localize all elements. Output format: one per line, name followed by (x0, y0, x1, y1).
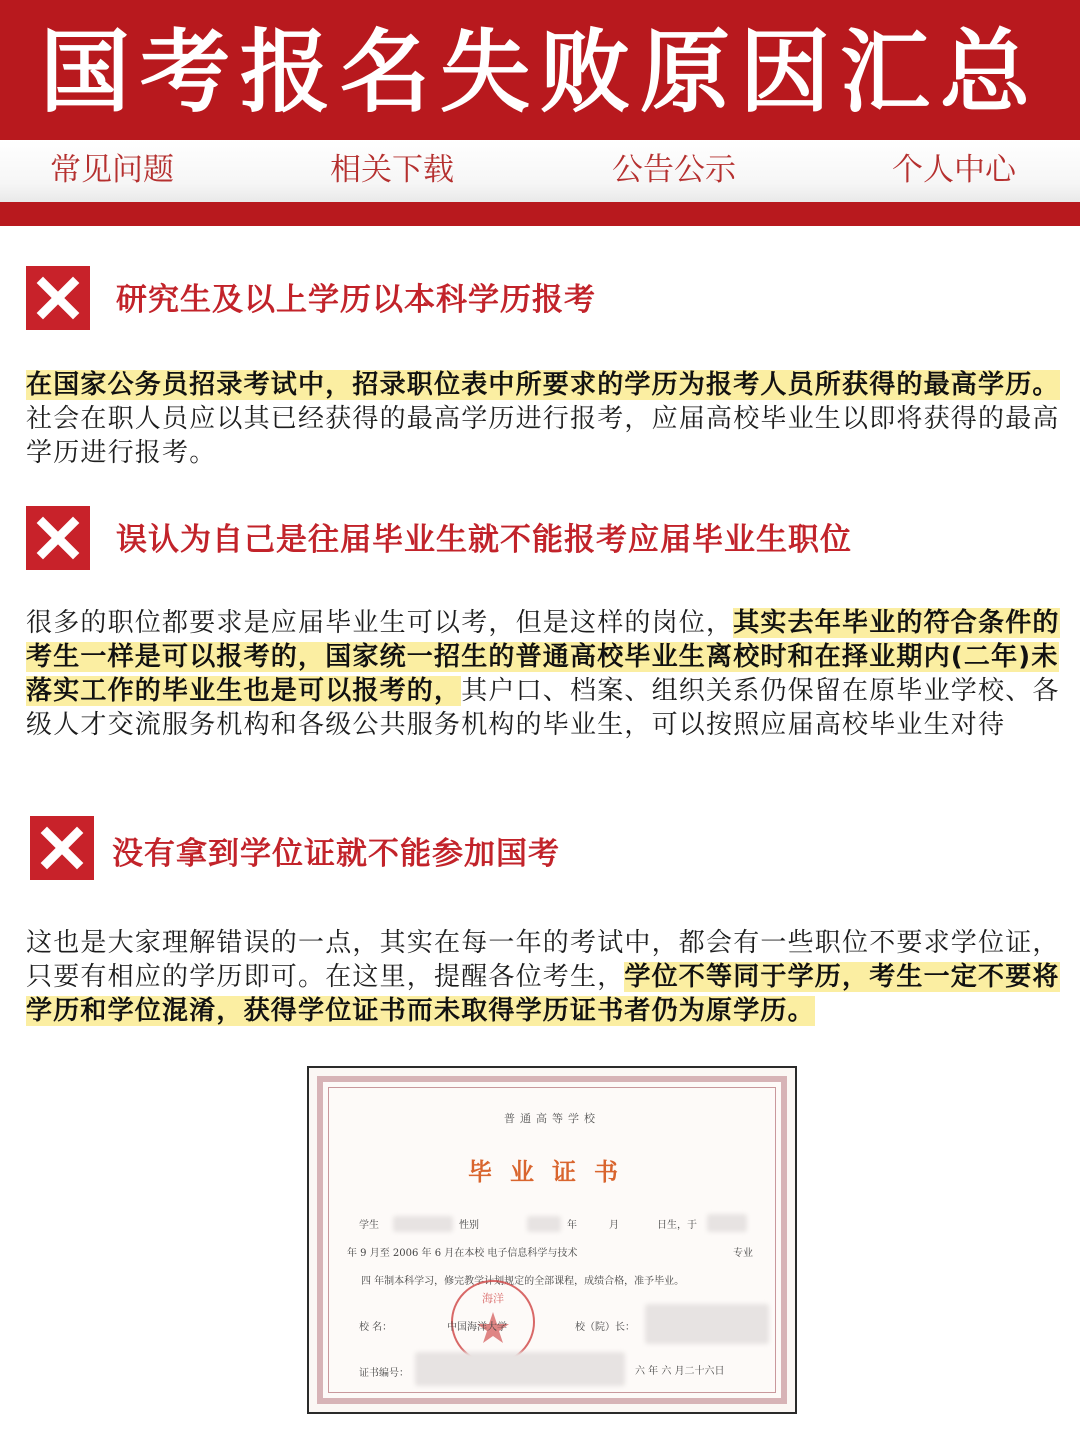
diploma-text: 年 (567, 1220, 577, 1231)
diploma-text: 校（院）长： (575, 1322, 635, 1333)
diploma-text: 学生 (359, 1220, 379, 1231)
cross-icon (26, 266, 90, 330)
redaction (527, 1216, 561, 1232)
nav-bar (0, 140, 1080, 202)
section-text-3 (26, 926, 1060, 1028)
redaction (393, 1216, 453, 1232)
nav-item-downloads[interactable]: 相关下载 (330, 152, 454, 188)
body-text: 社会在职人员应以其已经获得的最高学历进行报考，应届高校毕业生以即将获得的最高学历进行报考。 (26, 404, 1060, 468)
diploma-text: 校 名： (359, 1322, 393, 1333)
diploma-text: 专业 (733, 1248, 753, 1259)
diploma-school-type: 普通高等学校 (504, 1112, 600, 1125)
redaction (707, 1214, 747, 1232)
redaction (645, 1304, 769, 1344)
section-heading-2: 误认为自己是往届毕业生就不能报考应届毕业生职位 (116, 522, 852, 558)
diploma-school-name: 中国海洋大学 (447, 1322, 507, 1333)
diploma-text: 六 年 六 月二十六日 (635, 1366, 725, 1377)
diploma-title: 毕业证书 (468, 1157, 636, 1186)
seal-text: 海洋 (482, 1292, 504, 1305)
nav-item-announcements[interactable]: 公告公示 (612, 152, 736, 188)
highlight-text: 其实去年毕业的符合条件的考生一样是可以报考的，国家统一招生的普通高校毕业生离校时和在择业期内(二年)未落实工作的毕业生也是可以报考的， (26, 608, 1060, 706)
section-heading-1: 研究生及以上学历以本科学历报考 (116, 282, 596, 318)
highlight-text: 在国家公务员招录考试中，招录职位表中所要求的学历为报考人员所获得的最高学历。 (26, 370, 1060, 400)
title-banner (0, 0, 1080, 140)
diploma-text: 四 年制本科学习，修完教学计划规定的全部课程，成绩合格，准予毕业。 (361, 1276, 685, 1287)
diploma-text: 月 (609, 1220, 619, 1231)
body-text: 这也是大家理解错误的一点，其实在每一年的考试中，都会有一些职位不要求学位证，只要有相应的学历即可。在这里，提醒各位考生， (26, 928, 1060, 992)
section-text-2 (26, 606, 1060, 742)
cross-icon (26, 506, 90, 570)
cross-icon (30, 816, 94, 880)
nav-divider (0, 202, 1080, 226)
highlight-text: 学位不等同于学历，考生一定不要将学历和学位混淆，获得学位证书而未取得学历证书者仍为原学历。 (26, 962, 1060, 1026)
body-text: 其户口、档案、组织关系仍保留在原毕业学校、各级人才交流服务机构和各级公共服务机构的毕业生，可以按照应届高校毕业生对待 (26, 676, 1060, 740)
nav-item-personal-center[interactable]: 个人中心 (892, 152, 1016, 188)
diploma-text: 性别 (459, 1220, 479, 1231)
body-text: 很多的职位都要求是应届毕业生可以考，但是这样的岗位， (26, 608, 734, 638)
diploma-text: 日生，于 (657, 1220, 697, 1231)
page-title: 国考报名失败原因汇总 (40, 20, 1040, 125)
nav-item-faq[interactable]: 常见问题 (50, 152, 174, 188)
section-text-1 (26, 368, 1060, 470)
diploma-image (307, 1066, 797, 1414)
section-heading-3: 没有拿到学位证就不能参加国考 (112, 836, 560, 872)
diploma-text: 证书编号： (359, 1368, 409, 1379)
diploma-text: 年 9 月至 2006 年 6 月在本校 电子信息科学与技术 (347, 1248, 578, 1259)
redaction (415, 1352, 625, 1386)
